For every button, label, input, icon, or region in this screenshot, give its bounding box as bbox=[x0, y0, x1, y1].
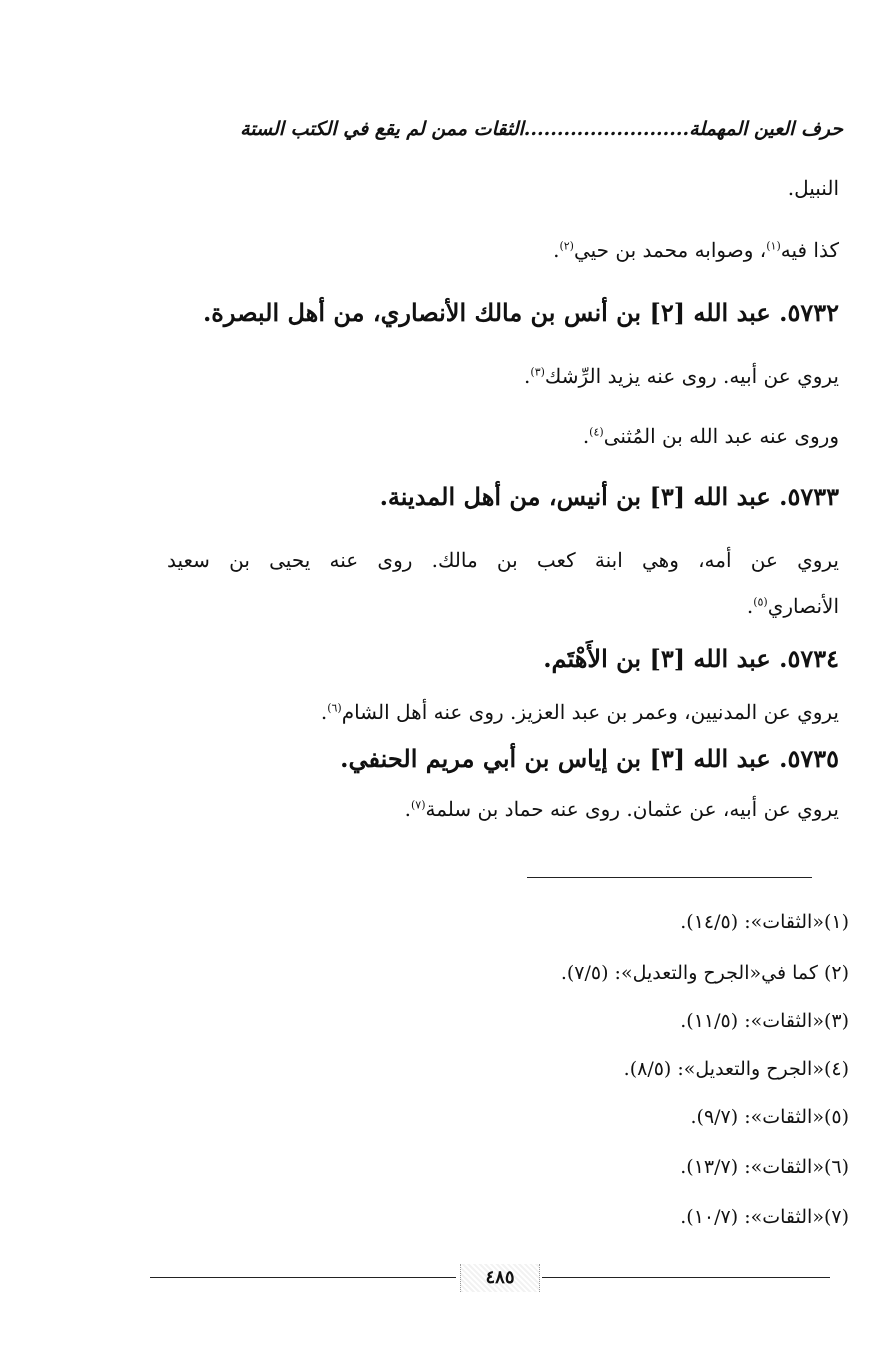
footnote-1: (١)«الثقات»: (١٤/٥). bbox=[680, 911, 849, 933]
body-line bbox=[553, 238, 839, 262]
footnote-marker: (٢) bbox=[559, 239, 574, 253]
entry-heading-5734: ٥٧٣٤. عبد الله [٣] بن الأَهْتَم. bbox=[543, 644, 839, 673]
footnote-separator bbox=[527, 877, 812, 878]
footnote-marker: (٤) bbox=[589, 425, 604, 439]
footer-rule-left bbox=[150, 1277, 456, 1278]
footnote-6: (٦)«الثقات»: (١٣/٧). bbox=[680, 1156, 849, 1178]
body-text: . bbox=[746, 594, 754, 618]
footnote-marker: (٥) bbox=[753, 595, 768, 609]
footnote-marker: (١) bbox=[766, 239, 781, 253]
entry-heading-5732: ٥٧٣٢. عبد الله [٢] بن أنس بن مالك الأنصاري، من أهل البصرة. bbox=[202, 298, 839, 327]
body-line: يروي عن أمه، وهي ابنة كعب بن مالك. روى عنه يحيى بن سعيد bbox=[167, 548, 839, 572]
entry-heading-5733: ٥٧٣٣. عبد الله [٣] بن أنيس، من أهل المدينة. bbox=[379, 482, 839, 511]
footnote-7: (٧)«الثقات»: (١٠/٧). bbox=[680, 1206, 849, 1228]
footnote-marker: (٣) bbox=[530, 365, 545, 379]
footnote-marker: (٧) bbox=[410, 798, 426, 812]
footnote-4: (٤)«الجرح والتعديل»: (٨/٥). bbox=[623, 1058, 849, 1080]
footnote-2: (٢) كما في«الجرح والتعديل»: (٧/٥). bbox=[560, 962, 849, 984]
body-text: كذا فيه bbox=[780, 238, 839, 262]
body-text: . bbox=[404, 797, 411, 821]
body-text: يروي عن أبيه، عن عثمان. روى عنه حماد بن سلمة bbox=[425, 797, 839, 821]
body-text: . bbox=[320, 700, 328, 724]
footer-rule-right bbox=[542, 1277, 830, 1278]
footnote-marker: (٦) bbox=[327, 701, 342, 715]
body-line bbox=[405, 797, 839, 821]
body-text: يروي عن المدنيين، وعمر بن عبد العزيز. روى عنه أهل الشام bbox=[341, 700, 839, 724]
body-text: . bbox=[524, 364, 531, 388]
body-text: الأنصاري bbox=[767, 594, 839, 618]
body-text: يروي عن أبيه. روى عنه يزيد الرِّشك bbox=[544, 364, 839, 388]
body-text: وروى عنه عبد الله بن المُثنى bbox=[603, 424, 839, 448]
body-line bbox=[583, 424, 839, 448]
body-line bbox=[321, 700, 839, 724]
body-line bbox=[747, 594, 839, 618]
body-text: ، وصوابه محمد بن حيي bbox=[573, 238, 767, 262]
body-line: النبيل. bbox=[787, 176, 839, 200]
body-text: . bbox=[553, 238, 560, 262]
body-line bbox=[524, 364, 839, 388]
body-text: . bbox=[582, 424, 590, 448]
page-number: ٤٨٥ bbox=[460, 1264, 540, 1292]
footnote-3: (٣)«الثقات»: (١١/٥). bbox=[680, 1010, 849, 1032]
entry-heading-5735: ٥٧٣٥. عبد الله [٣] بن إياس بن أبي مريم الحنفي. bbox=[340, 744, 839, 773]
footnote-5: (٥)«الثقات»: (٩/٧). bbox=[690, 1106, 849, 1128]
running-header: حرف العين المهملة.........................الثقات ممن لم يقع في الكتب الستة bbox=[240, 118, 843, 140]
